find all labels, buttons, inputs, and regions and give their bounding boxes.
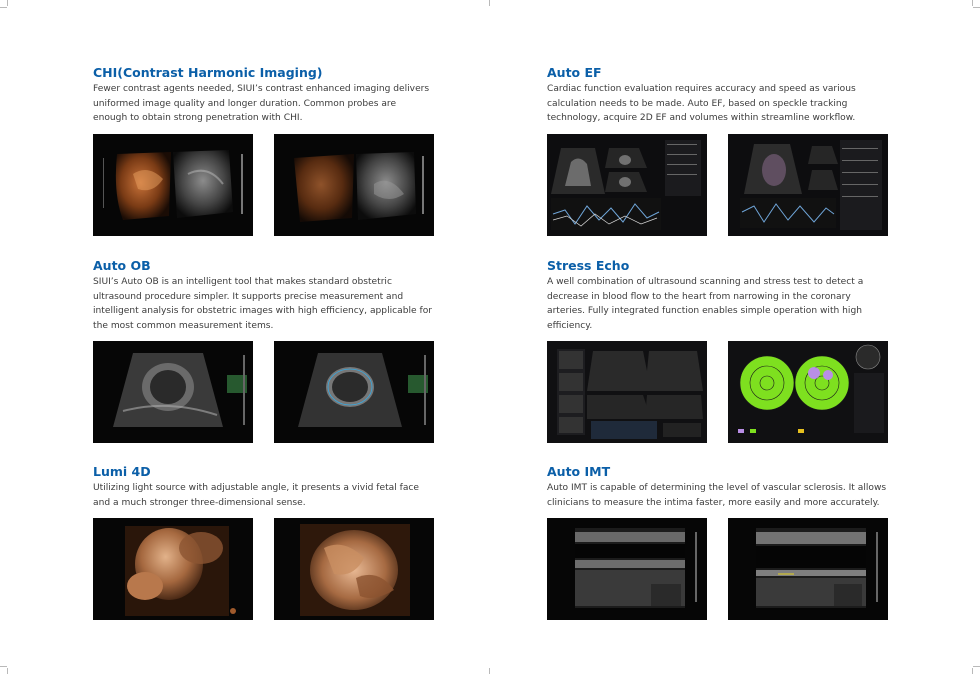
auto-ef-image-1 bbox=[547, 134, 707, 236]
auto-ef-image-2 bbox=[728, 134, 888, 236]
auto-ob-image-1 bbox=[93, 341, 253, 443]
chi-images bbox=[93, 134, 438, 236]
lumi-4d-image-1 bbox=[93, 518, 253, 620]
section-title: Auto EF bbox=[547, 65, 602, 80]
section-title: Lumi 4D bbox=[93, 464, 151, 479]
section-description: Utilizing light source with adjustable angle, it presents a vivid fetal face and a much stronger three-dimensional sense. bbox=[93, 483, 419, 508]
section-chi bbox=[93, 65, 438, 126]
crop-mark bbox=[972, 668, 973, 674]
crop-mark bbox=[0, 7, 7, 8]
section-auto-ef bbox=[547, 65, 892, 126]
stress-echo-image-1 bbox=[547, 341, 707, 443]
section-description: Auto IMT is capable of determining the level of vascular sclerosis. It allows clinicians to measure the intima faster, more easily and more accurately. bbox=[547, 483, 887, 508]
crop-mark bbox=[972, 0, 973, 6]
auto-ob-image-2 bbox=[274, 341, 434, 443]
auto-imt-image-2 bbox=[728, 518, 888, 620]
chi-image-1 bbox=[93, 134, 253, 236]
section-auto-ob bbox=[93, 258, 438, 333]
crop-mark bbox=[0, 666, 7, 667]
section-description: Cardiac function evaluation requires accuracy and speed as various calculation needs to be made. Auto EF, based on speckle tracking technology, acquire 2D EF and volumes within streamline workflow. bbox=[547, 84, 856, 124]
section-auto-imt bbox=[547, 464, 892, 510]
stress-echo-image-2 bbox=[728, 341, 888, 443]
section-description: SIUI’s Auto OB is an intelligent tool that makes standard obstetric ultrasound procedure simpler. It supports precise measurement and intelligent analysis for obstetric images with high efficiency, applicable for the most common measurement items. bbox=[93, 277, 432, 331]
section-stress-echo bbox=[547, 258, 892, 333]
section-title: Auto IMT bbox=[547, 464, 611, 479]
crop-mark bbox=[7, 668, 8, 674]
crop-mark bbox=[489, 0, 490, 6]
auto-ef-images bbox=[547, 134, 892, 236]
stress-echo-images bbox=[547, 341, 892, 443]
section-description: A well combination of ultrasound scanning and stress test to detect a decrease in blood flow to the heart from narrowing in the coronary arteries. Fully integrated function enables simple operation with high efficiency. bbox=[547, 277, 864, 331]
crop-mark bbox=[973, 666, 980, 667]
section-title: CHI(Contrast Harmonic Imaging) bbox=[93, 65, 323, 80]
lumi-4d-images bbox=[93, 518, 438, 620]
auto-ob-images bbox=[93, 341, 438, 443]
auto-imt-images bbox=[547, 518, 892, 620]
crop-mark bbox=[489, 668, 490, 674]
auto-imt-image-1 bbox=[547, 518, 707, 620]
crop-mark bbox=[7, 0, 8, 6]
section-lumi-4d bbox=[93, 464, 438, 510]
chi-image-2 bbox=[274, 134, 434, 236]
section-title: Stress Echo bbox=[547, 258, 630, 273]
section-title: Auto OB bbox=[93, 258, 151, 273]
section-description: Fewer contrast agents needed, SIUI’s contrast enhanced imaging delivers uniformed image quality and longer duration. Common probes are enough to obtain strong penetration with CHI. bbox=[93, 84, 430, 124]
crop-mark bbox=[973, 7, 980, 8]
lumi-4d-image-2 bbox=[274, 518, 434, 620]
